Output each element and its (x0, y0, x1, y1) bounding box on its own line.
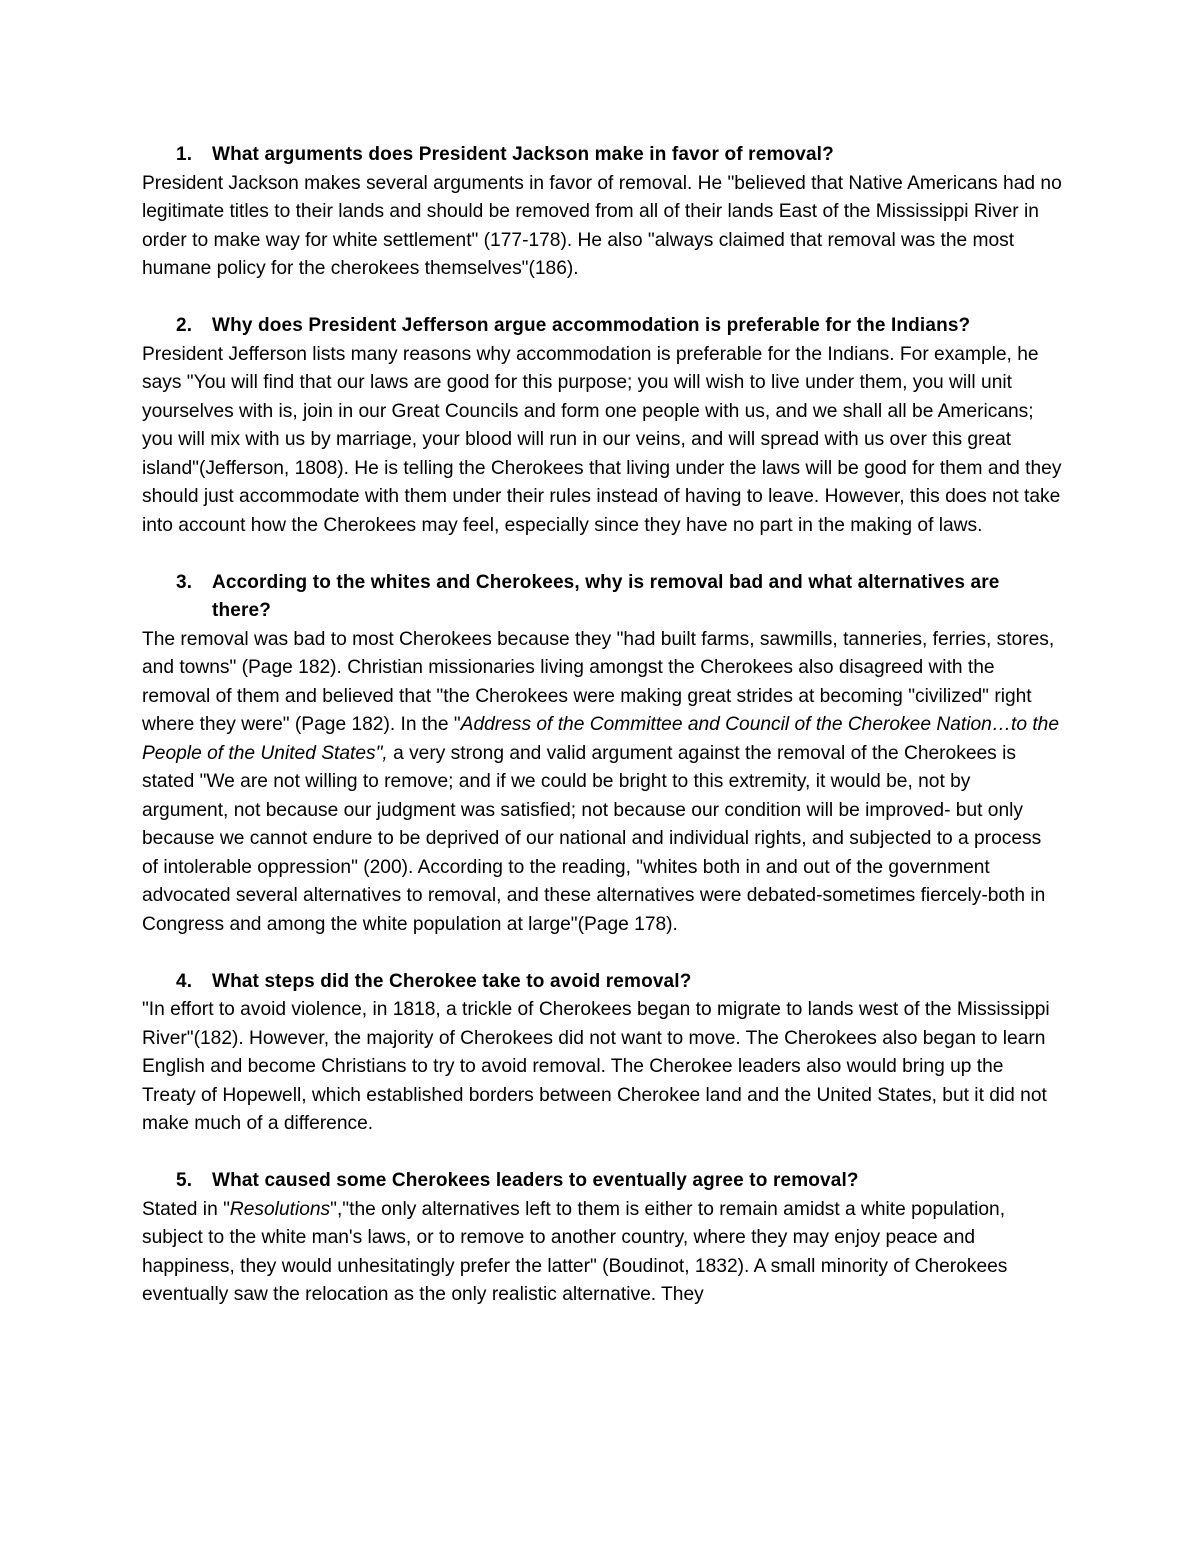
question-5-answer-part1: Stated in " (142, 1198, 230, 1220)
question-1-answer: President Jackson makes several arguments in favor of removal. He "believed that Native Americans had no legitimate titles to their lands and should be removed from all of their lands East of the Mississippi River in order to make way for white settlement" (177-178). He also "always claimed that removal was the most humane policy for the cherokees themselves"(186). (142, 172, 1062, 279)
question-3-heading-text: According to the whites and Cherokees, why is removal bad and what alternatives are there? (212, 571, 1000, 621)
paragraph-gap (142, 1139, 1062, 1168)
paragraph-gap (142, 939, 1062, 968)
question-1-number: 1. (176, 144, 193, 165)
question-4 (142, 968, 1062, 1139)
question-1-heading (142, 141, 1062, 170)
question-2-heading-text: Why does President Jefferson argue accommodation is preferable for the Indians? (212, 315, 971, 336)
question-3-number: 3. (176, 571, 193, 593)
question-5-answer-italic: Resolutions (229, 1198, 331, 1220)
question-4-heading (142, 968, 1062, 997)
question-3-heading (142, 569, 1062, 626)
document-page (142, 141, 1062, 1310)
question-4-answer: "In effort to avoid violence, in 1818, a trickle of Cherokees began to migrate to lands west of the Mississippi River"(182). However, the majority of Cherokees did not want to move. The Cherokees also began to learn English and become Christians to try to avoid removal. The Cherokee leaders also would bring up the Treaty of Hopewell, which established borders between Cherokee land and the United States, but it did not make much of a difference. (142, 999, 1050, 1134)
question-3-answer-part1: The removal was bad to most Cherokees because they "had built farms, sawmills, tanneries, ferries, stores, and towns" (Page 182). Christian missionaries living amongst the Cherokees also disagreed with the removal of them and believed that "the Cherokees were making great strides at becoming "civilized" right where they were" (Page 182). In the " (142, 628, 1055, 735)
question-5-number: 5. (176, 1170, 193, 1191)
question-4-heading-text: What steps did the Cherokee take to avoid removal? (212, 970, 692, 992)
paragraph-gap (142, 540, 1062, 569)
question-2-answer: President Jefferson lists many reasons why accommodation is preferable for the Indians. For example, he says "You will find that our laws are good for this purpose; you will wish to live under them, you will unit yourselves with is, join in our Great Councils and form one people with us, and we shall all be Americans; you will mix with us by marriage, your blood will run in our veins, and will spread with us over this great island"(Jefferson, 1808). He is telling the Cherokees that living under the laws will be good for them and they should just accommodate with them under their rules instead of having to leave. However, this does not take into account how the Cherokees may feel, especially since they have no part in the making of laws. (142, 343, 1062, 536)
question-3-answer-italic: Address of the Committee and Council of the Cherokee Nation…to the People of the United States", (142, 714, 1060, 764)
question-5-answer (142, 1196, 1062, 1310)
question-5-heading (142, 1167, 1062, 1196)
question-2 (142, 312, 1062, 540)
question-5-heading-text: What caused some Cherokees leaders to eventually agree to removal? (212, 1170, 859, 1191)
question-1-heading-text: What arguments does President Jackson make in favor of removal? (212, 144, 834, 165)
question-2-heading (142, 312, 1062, 341)
question-2-number: 2. (176, 315, 193, 336)
question-3-answer (142, 626, 1062, 940)
question-3-answer-part2: a very strong and valid argument against the removal of the Cherokees is stated "We are not willing to remove; and if we could be bright to this extremity, it would be, not by argument, not because our judgment was satisfied; not because our condition will be improved- but only because we cannot endure to be deprived of our national and individual rights, and subjected to a process of intolerable oppression" (200). According to the reading, "whites both in and out of the government advocated several alternatives to removal, and these alternatives were debated-sometimes fiercely-both in Congress and among the white population at large"(Page 178). (142, 742, 1046, 935)
question-5-answer-part2: ","the only alternatives left to them is either to remain amidst a white population, subject to the white man's laws, or to remove to another country, where they may enjoy peace and happiness, they would unhesitatingly prefer the latter" (Boudinot, 1832). A small minority of Cherokees eventually saw the relocation as the only realistic alternative. They (142, 1198, 1008, 1305)
question-3 (142, 569, 1062, 940)
question-5 (142, 1167, 1062, 1310)
paragraph-gap (142, 284, 1062, 313)
question-1 (142, 141, 1062, 284)
question-4-number: 4. (176, 970, 193, 992)
